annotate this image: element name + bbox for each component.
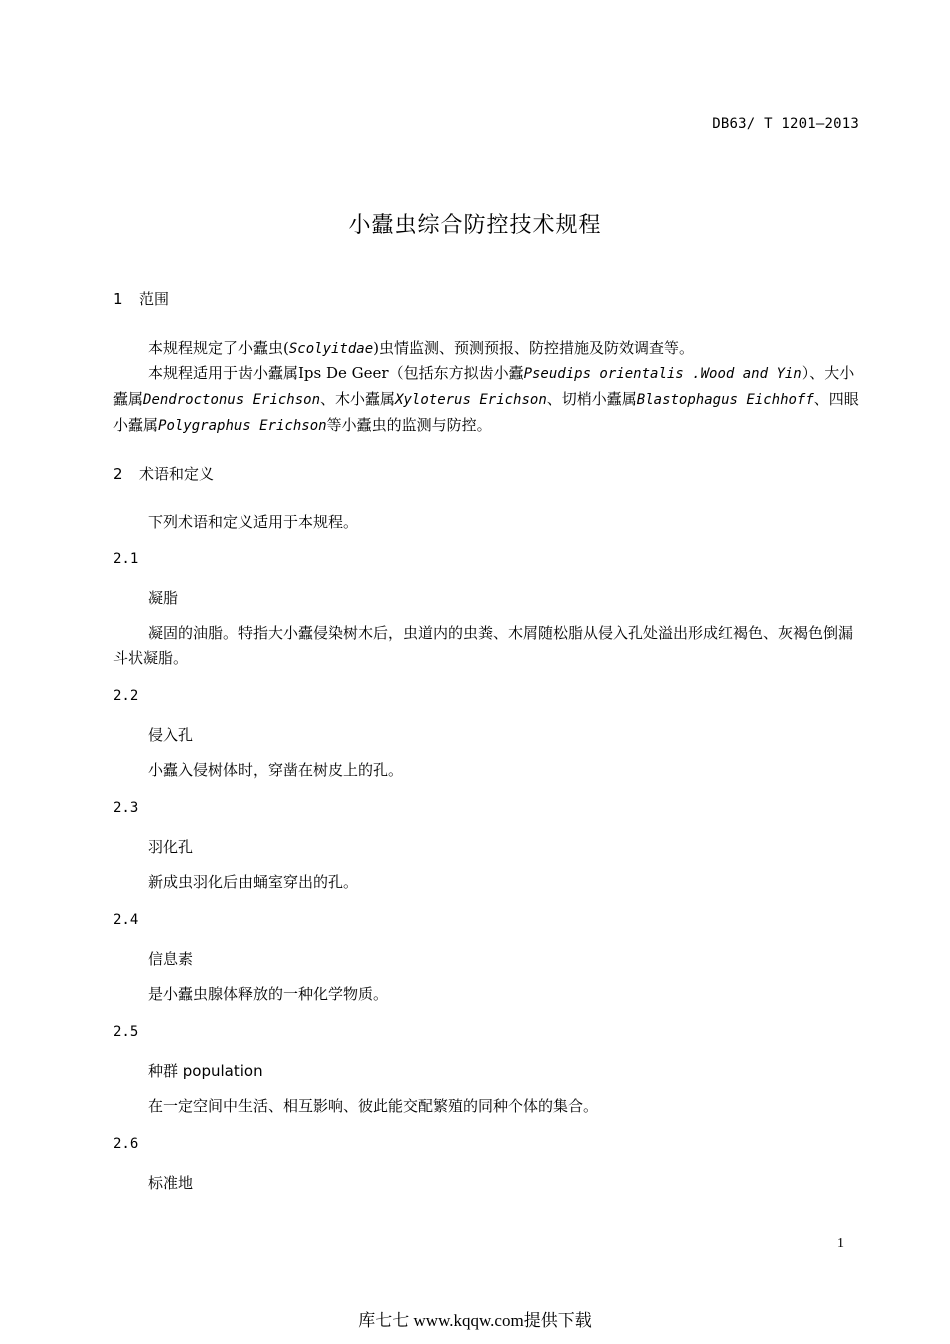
section-label: 术语和定义 <box>139 465 215 483</box>
text-run: ）、大小蠹属 <box>113 364 855 408</box>
section-number: 1 <box>113 290 123 308</box>
latin-name: Dendroctonus Erichson <box>143 392 321 408</box>
term-number: 2.6 <box>113 1136 139 1152</box>
term-name: 侵入孔 <box>148 726 194 744</box>
text-run: 、木小蠹属 <box>320 390 396 408</box>
scope-paragraph-2 <box>113 361 861 439</box>
text-run: 本规程适用于齿小蠹属Ips De Geer（包括东方拟齿小蠹 <box>148 364 524 382</box>
term-number: 2.5 <box>113 1024 139 1040</box>
term-name: 凝脂 <box>148 589 179 607</box>
text-run: 、四眼小蠹属 <box>113 390 859 434</box>
latin-name: Blastophagus Eichhoff <box>636 392 814 408</box>
text-run: 等小蠹虫的监测与防控。 <box>326 416 492 434</box>
terms-intro: 下列术语和定义适用于本规程。 <box>148 513 359 531</box>
section-number: 2 <box>113 465 123 483</box>
latin-name: Polygraphus Erichson <box>158 418 327 434</box>
term-definition: 凝固的油脂。特指大小蠹侵染树木后，虫道内的虫粪、木屑随松脂从侵入孔处溢出形成红褐色、灰褐色倒漏斗状凝脂。 <box>113 624 854 667</box>
page-number: 1 <box>837 1236 844 1251</box>
document-title: 小蠹虫综合防控技术规程 <box>348 213 602 238</box>
term-name: 种群 population <box>148 1062 263 1080</box>
term-number: 2.4 <box>113 912 139 928</box>
text-run: 、切梢小蠹属 <box>546 390 637 408</box>
scope-paragraph-1 <box>113 336 861 362</box>
term-name: 信息素 <box>148 950 194 968</box>
section-heading-terms <box>113 463 214 484</box>
text-run: 本规程规定了小蠹虫( <box>148 339 289 357</box>
latin-name: Pseudips orientalis .Wood and Yin <box>523 366 802 382</box>
text-run: )虫情监测、预测预报、防控措施及防效调查等。 <box>373 339 695 357</box>
term-name: 羽化孔 <box>148 838 194 856</box>
term-definition: 小蠹入侵树体时，穿凿在树皮上的孔。 <box>148 761 404 779</box>
section-label: 范围 <box>139 290 170 308</box>
term-name: 标准地 <box>148 1174 194 1192</box>
term-number: 2.1 <box>113 551 139 567</box>
term-number: 2.3 <box>113 800 139 816</box>
term-number: 2.2 <box>113 688 139 704</box>
latin-name: Scolyitdae <box>288 341 374 357</box>
term-definition: 是小蠹虫腺体释放的一种化学物质。 <box>148 985 389 1003</box>
standard-code: DB63/ T 1201—2013 <box>712 116 859 132</box>
latin-name: Xyloterus Erichson <box>395 392 547 408</box>
section-heading-scope <box>113 288 169 309</box>
term-definition: 在一定空间中生活、相互影响、彼此能交配繁殖的同种个体的集合。 <box>148 1097 599 1115</box>
term-definition: 新成虫羽化后由蛹室穿出的孔。 <box>148 873 359 891</box>
download-footer: 库七七 www.kqqw.com提供下载 <box>358 1311 592 1330</box>
